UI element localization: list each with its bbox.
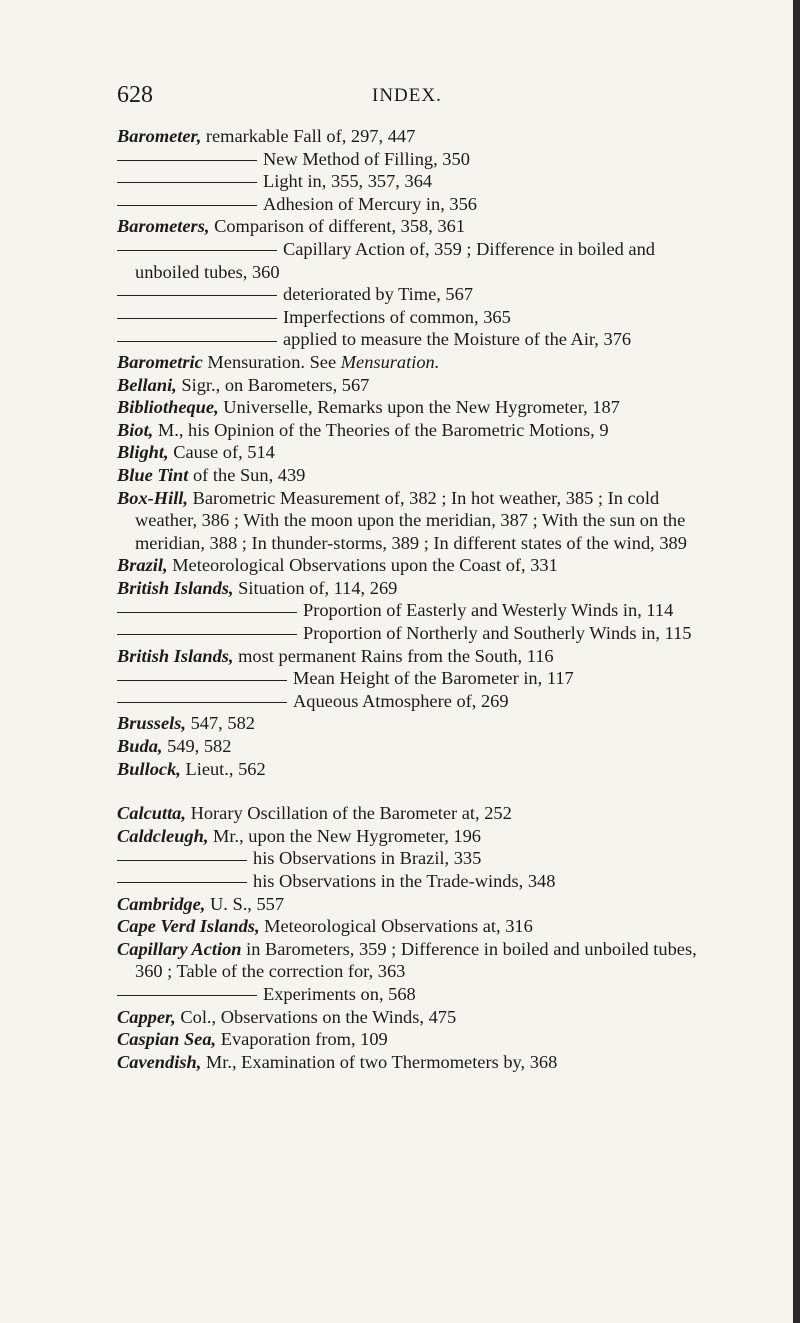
index-entry <box>117 351 717 374</box>
index-entry <box>117 847 717 870</box>
entry-keyword: Blue Tint <box>117 464 189 485</box>
entry-keyword: Barometers, <box>117 216 210 237</box>
entry-text: Evaporation from, 109 <box>216 1029 388 1050</box>
entry-keyword: Cape Verd Islands, <box>117 916 260 937</box>
ditto-dash <box>117 612 297 613</box>
page-number: 628 <box>117 82 153 108</box>
index-entry <box>117 170 717 193</box>
index-entry <box>117 915 717 938</box>
index-entry <box>117 148 717 171</box>
entry-text: Col., Observations on the Winds, 475 <box>175 1006 457 1027</box>
index-entry <box>117 599 717 622</box>
entry-text: New Method of Filling, 350 <box>263 148 470 169</box>
index-entry <box>117 870 717 893</box>
entry-text: Situation of, 114, 269 <box>233 577 398 598</box>
ditto-dash <box>117 318 277 319</box>
entry-keyword: Brazil, <box>117 555 168 576</box>
entry-keyword: Box-Hill, <box>117 487 189 508</box>
ditto-dash <box>117 860 247 861</box>
index-entry <box>117 464 717 487</box>
entry-text: of the Sun, 439 <box>188 464 306 485</box>
entry-keyword: British Islands, <box>117 645 234 666</box>
entry-keyword: Buda, <box>117 736 163 757</box>
index-entry <box>117 802 717 825</box>
entry-text: Capillary Action of, 359 ; Difference in boiled and unboiled tubes, 360 <box>135 238 655 282</box>
index-entry <box>117 983 717 1006</box>
entry-keyword: Caspian Sea, <box>117 1029 217 1050</box>
entry-text: Proportion of Northerly and Southerly Winds in, 115 <box>303 623 692 644</box>
entry-keyword: Biot, <box>117 419 154 440</box>
index-entry <box>117 374 717 397</box>
entry-keyword: British Islands, <box>117 577 234 598</box>
index-section-b <box>117 125 717 780</box>
ditto-dash <box>117 680 287 681</box>
entry-text: M., his Opinion of the Theories of the Barometric Motions, 9 <box>153 419 609 440</box>
index-entry <box>117 667 717 690</box>
entry-text: Meteorological Observations at, 316 <box>259 916 533 937</box>
index-entry <box>117 441 717 464</box>
entry-keyword: Barometric <box>117 351 203 372</box>
entry-text: Lieut., 562 <box>180 758 266 779</box>
ditto-dash <box>117 702 287 703</box>
index-entry <box>117 419 717 442</box>
index-entries <box>117 125 717 1073</box>
index-entry <box>117 215 717 238</box>
index-entry <box>117 328 717 351</box>
index-entry <box>117 554 717 577</box>
entry-text: his Observations in Brazil, 335 <box>253 848 482 869</box>
entry-keyword: Barometer, <box>117 126 202 146</box>
entry-text: Meteorological Observations upon the Coast of, 331 <box>167 555 558 576</box>
entry-text: in Barometers, 359 ; Difference in boiled and unboiled tubes, 360 ; Table of the correction for, 363 <box>135 938 697 982</box>
entry-text: Horary Oscillation of the Barometer at, 252 <box>185 803 512 824</box>
index-entry <box>117 825 717 848</box>
entry-text: Imperfections of common, 365 <box>283 306 511 327</box>
index-entry <box>117 893 717 916</box>
page-title: INDEX. <box>372 85 442 106</box>
entry-text: Light in, 355, 357, 364 <box>263 171 433 192</box>
index-entry <box>117 283 717 306</box>
entry-keyword: Cambridge, <box>117 893 206 914</box>
entry-text: Mensuration. See <box>202 351 341 372</box>
entry-text: most permanent Rains from the South, 116 <box>233 645 554 666</box>
entry-text: U. S., 557 <box>205 893 285 914</box>
ditto-dash <box>117 250 277 251</box>
entry-text: Mr., Examination of two Thermometers by, 368 <box>201 1051 558 1072</box>
section-gap <box>117 780 717 802</box>
page-edge <box>793 0 800 1323</box>
entry-keyword: Bellani, <box>117 374 177 395</box>
entry-text: Mean Height of the Barometer in, 117 <box>293 668 574 689</box>
entry-text: applied to measure the Moisture of the Air, 376 <box>283 329 632 350</box>
index-entry <box>117 238 717 283</box>
ditto-dash <box>117 634 297 635</box>
entry-text: Cause of, 514 <box>168 442 275 463</box>
index-entry <box>117 125 717 148</box>
entry-keyword: Brussels, <box>117 713 186 734</box>
ditto-dash <box>117 205 257 206</box>
entry-text: 549, 582 <box>162 736 232 757</box>
entry-text: Universelle, Remarks upon the New Hygrometer, 187 <box>218 397 620 418</box>
ditto-dash <box>117 160 257 161</box>
entry-text: deteriorated by Time, 567 <box>283 284 474 305</box>
entry-keyword: Capper, <box>117 1006 176 1027</box>
index-entry <box>117 1006 717 1029</box>
page-header <box>0 82 800 116</box>
ditto-dash <box>117 882 247 883</box>
index-entry <box>117 577 717 600</box>
entry-keyword: Calcutta, <box>117 803 186 824</box>
entry-text: Mr., upon the New Hygrometer, 196 <box>208 825 481 846</box>
entry-text: remarkable Fall of, 297, 447 <box>201 126 416 146</box>
index-entry <box>117 622 717 645</box>
entry-text: his Observations in the Trade-winds, 348 <box>253 871 556 891</box>
ditto-dash <box>117 341 277 342</box>
entry-text: Experiments on, 568 <box>263 983 416 1004</box>
index-entry <box>117 193 717 216</box>
entry-text: Barometric Measurement of, 382 ; In hot weather, 385 ; In cold weather, 386 ; With the moon upon the meridian, 387 ; With the sun on the meridian, 388 ; In thunder-storms, 389 ; In different states of the wind, 389 <box>135 487 687 553</box>
index-entry <box>117 396 717 419</box>
entry-text: Aqueous Atmosphere of, 269 <box>293 690 509 711</box>
entry-reference: Mensuration. <box>340 351 440 372</box>
entry-keyword: Cavendish, <box>117 1051 202 1072</box>
entry-text: Proportion of Easterly and Westerly Winds in, 114 <box>303 600 674 621</box>
entry-keyword: Blight, <box>117 442 169 463</box>
index-entry <box>117 690 717 713</box>
entry-text: 547, 582 <box>186 713 255 734</box>
index-entry <box>117 712 717 735</box>
ditto-dash <box>117 295 277 296</box>
entry-keyword: Capillary Action <box>117 938 242 959</box>
index-entry <box>117 645 717 668</box>
index-entry <box>117 758 717 781</box>
index-entry <box>117 1051 717 1074</box>
ditto-dash <box>117 182 257 183</box>
index-section-c <box>117 802 717 1073</box>
entry-text: Sigr., on Barometers, 567 <box>176 374 370 395</box>
entry-keyword: Bibliotheque, <box>117 397 219 418</box>
entry-keyword: Caldcleugh, <box>117 825 209 846</box>
index-entry <box>117 1028 717 1051</box>
index-entry <box>117 735 717 758</box>
index-entry <box>117 306 717 329</box>
entry-text: Comparison of different, 358, 361 <box>209 216 466 237</box>
index-entry <box>117 938 717 983</box>
entry-keyword: Bullock, <box>117 758 181 779</box>
ditto-dash <box>117 995 257 996</box>
entry-text: Adhesion of Mercury in, 356 <box>263 193 478 214</box>
index-entry <box>117 487 717 555</box>
